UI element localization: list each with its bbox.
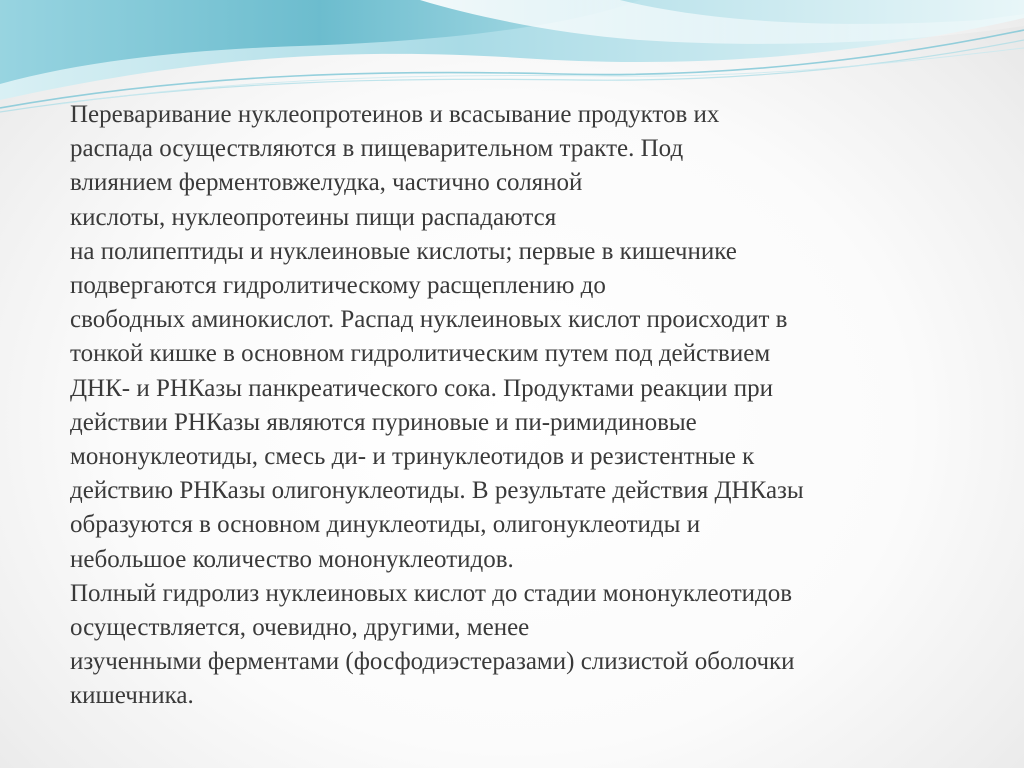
- text-line: Переваривание нуклеопротеинов и всасывание продуктов их: [70, 101, 720, 128]
- text-line: на полипептиды и нуклеиновые кислоты; первые в кишечнике: [70, 237, 737, 265]
- text-line: осуществляется, очевидно, другими, менее: [70, 614, 530, 642]
- text-line: небольшое количество мононуклеотидов.: [70, 545, 514, 573]
- text-line: мононуклеотиды, смесь ди- и тринуклеотидов и резистентные к: [70, 443, 755, 471]
- text-line: действии РНКазы являются пуриновые и пи-римидиновые: [70, 408, 697, 436]
- text-line: изученными ферментами (фосфодиэстеразами) слизистой оболочки: [70, 648, 795, 676]
- text-line: ДНК- и РНКазы панкреатического сока. Продуктами реакции при: [70, 374, 774, 402]
- text-line: свободных аминокислот. Распад нуклеиновых кислот происходит в: [70, 306, 788, 334]
- text-line: тонкой кишке в основном гидролитическим путем под действием: [70, 340, 771, 368]
- text-line: кишечника.: [70, 682, 194, 710]
- slide-body-text: [70, 98, 970, 714]
- text-line: распада осуществляются в пищеварительном тракте. Под: [70, 135, 684, 163]
- text-line: влиянием ферментовжелудка, частично соляной: [70, 169, 583, 197]
- text-line: действию РНКазы олигонуклеотиды. В результате действия ДНКазы: [70, 477, 804, 505]
- text-line: подвергаются гидролитическому расщеплению до: [70, 272, 606, 300]
- text-line: Полный гидролиз нуклеиновых кислот до стадии мононуклеотидов: [70, 579, 793, 607]
- text-line: кислоты, нуклеопротеины пищи распадаются: [70, 203, 557, 231]
- text-line: образуются в основном динуклеотиды, олигонуклеотиды и: [70, 511, 701, 539]
